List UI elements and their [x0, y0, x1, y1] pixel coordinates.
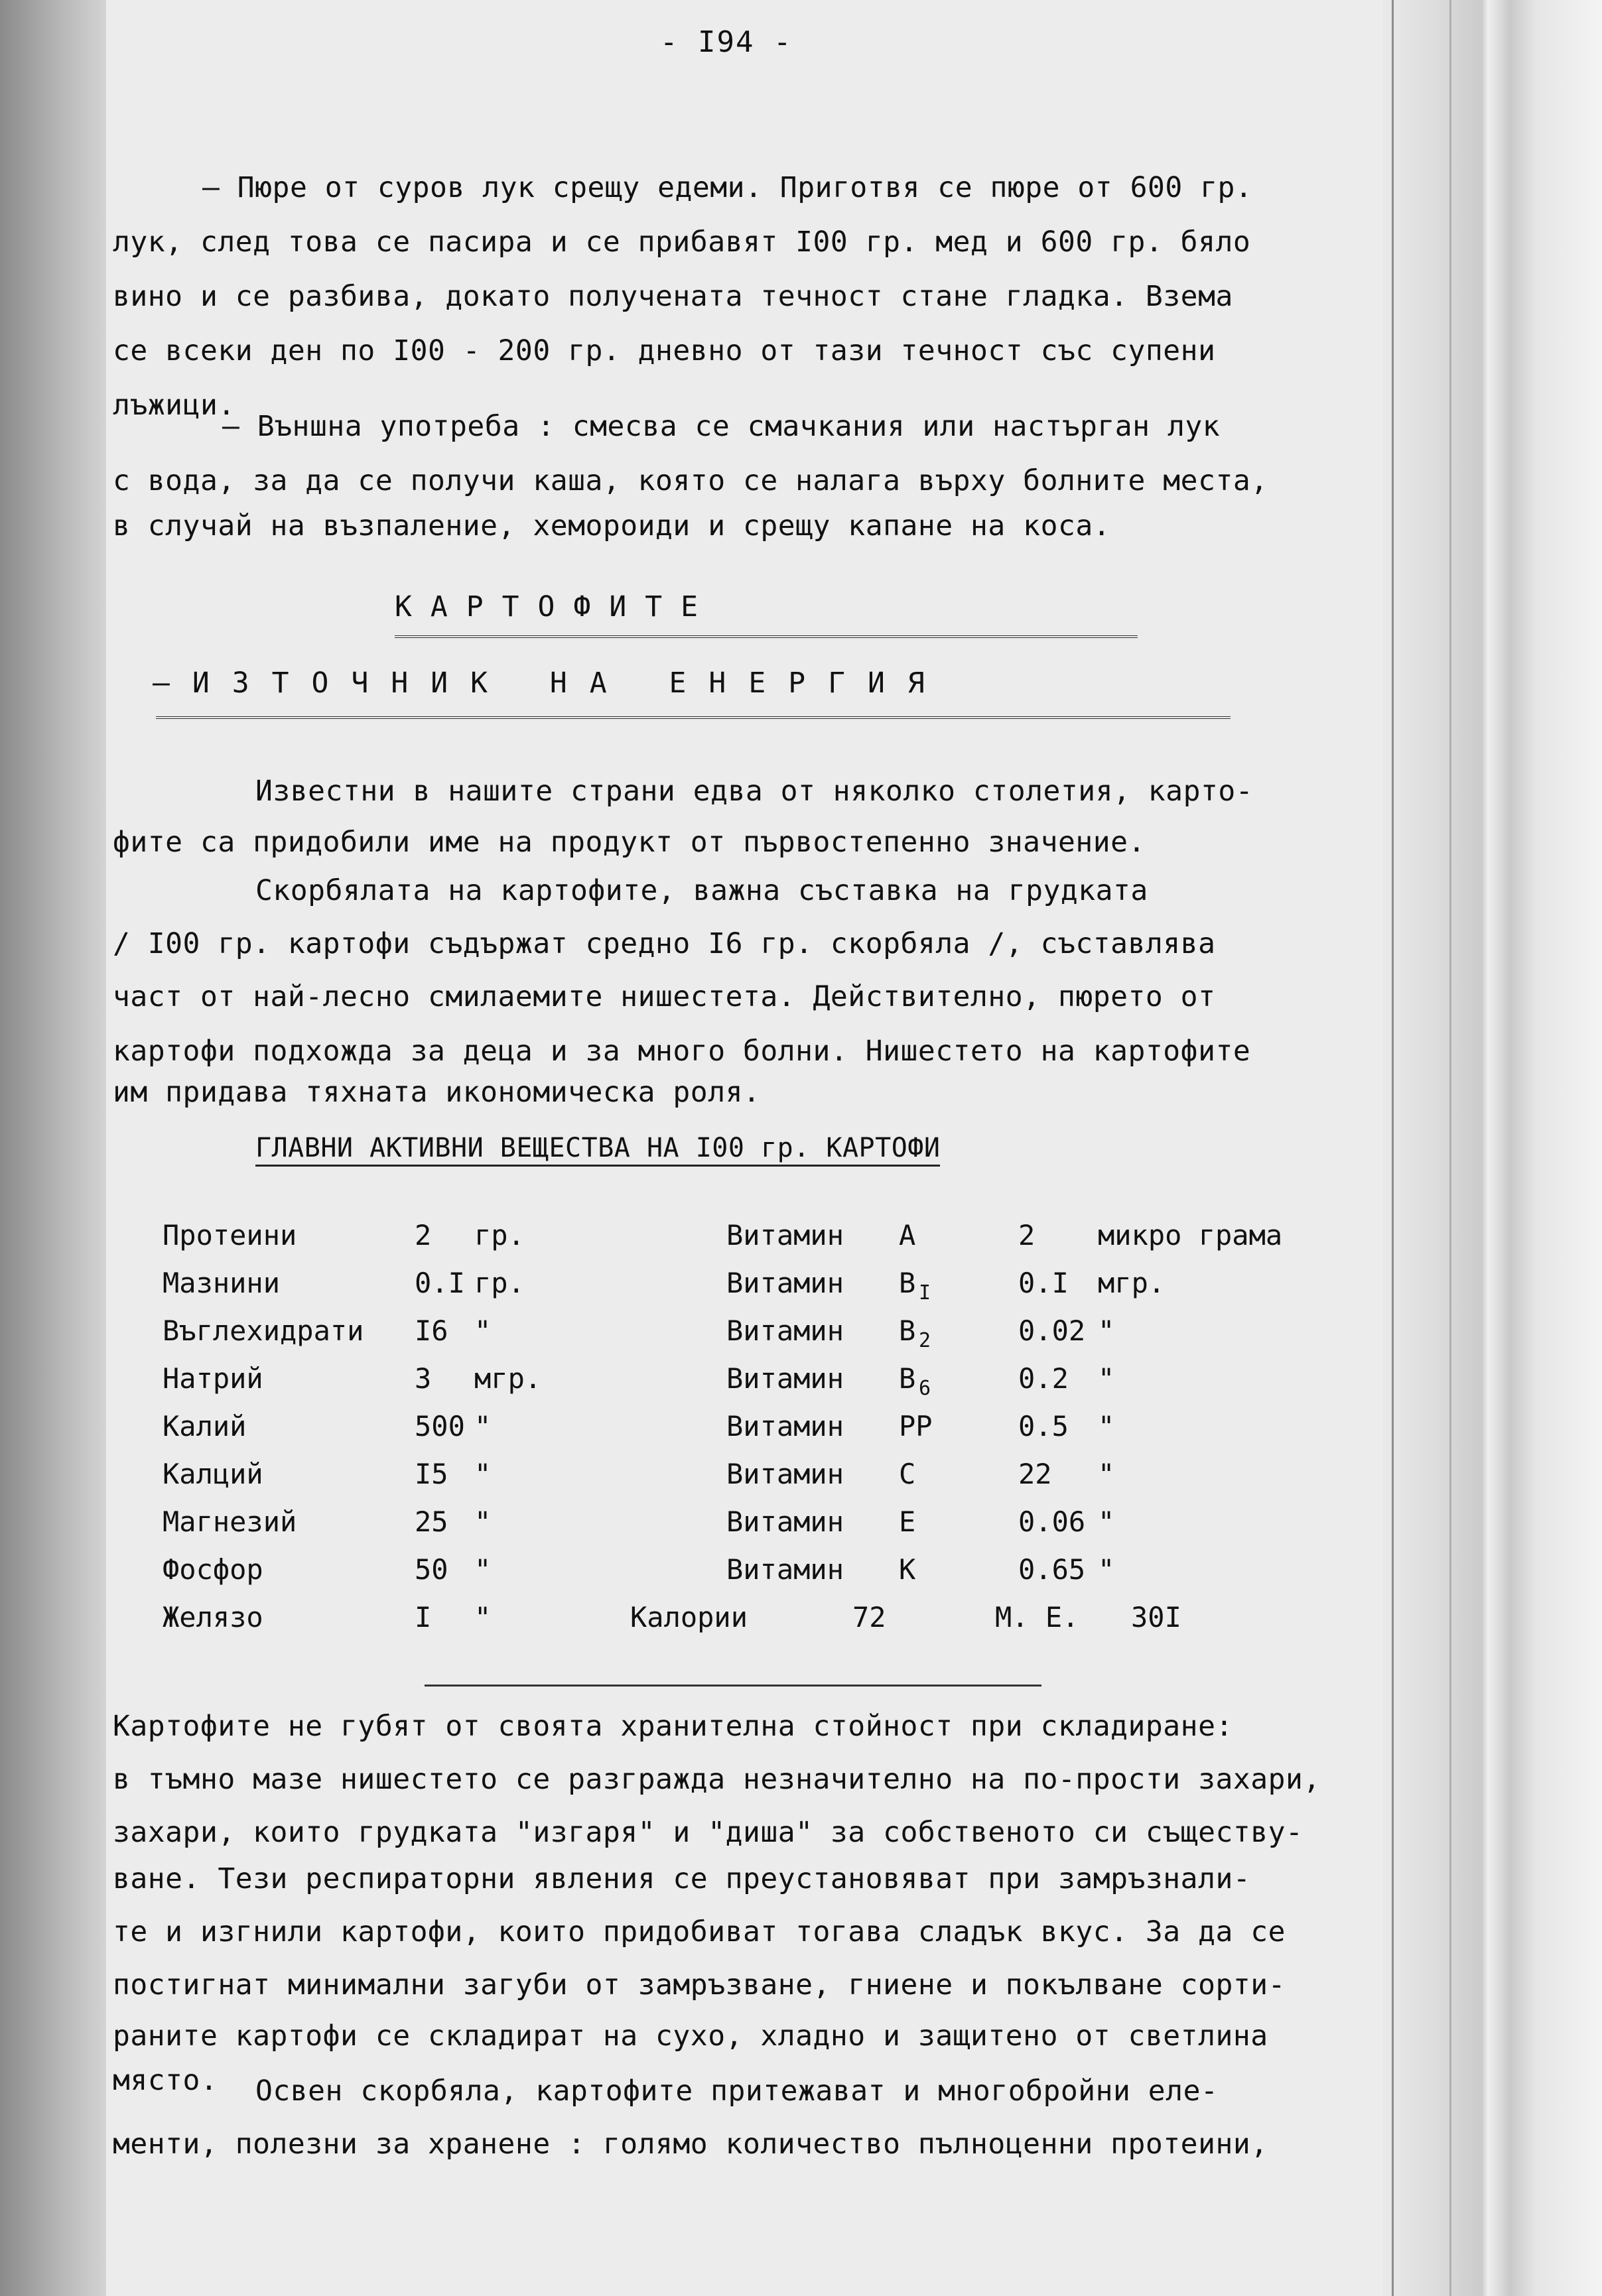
table-cell-name: Въглехидрати — [163, 1314, 364, 1347]
text-line: те и изгнили картофи, които придобиват тогава сладък вкус. За да се — [113, 1915, 1286, 1948]
table-cell-value: 0.02 — [1018, 1314, 1086, 1347]
table-cell-vitamin: Витамин — [726, 1219, 844, 1251]
text-line: Известни в нашите страни едва от няколко столетия, карто- — [255, 775, 1254, 808]
table-cell-unit: " — [474, 1505, 492, 1538]
table-cell-amount: 0.I — [415, 1267, 465, 1299]
table-cell-vitamin: Витамин — [726, 1267, 844, 1299]
heading-potatoes: КАРТОФИТЕ — [395, 590, 716, 623]
table-cell-vitamin: Витамин — [726, 1314, 844, 1347]
table-cell-vitamin: Витамин — [726, 1362, 844, 1395]
table-cell-amount: 3 — [415, 1362, 432, 1395]
table-cell-letter: B — [899, 1314, 916, 1347]
table-cell-name: Магнезий — [163, 1505, 297, 1538]
table-cell-amount: 25 — [415, 1505, 448, 1538]
table-cell-value: 0.65 — [1018, 1553, 1086, 1586]
table-cell-unit: " — [474, 1601, 492, 1633]
text-line: / I00 гр. картофи съдържат средно I6 гр. скорбяла /, съставлява — [113, 927, 1216, 960]
document-page — [100, 0, 1393, 2296]
text-line: вино и се разбива, докато получената течност стане гладка. Взема — [113, 280, 1233, 313]
table-cell-letter: C — [899, 1458, 916, 1490]
text-line: картофи подхожда за деца и за много болни. Нишестето на картофите — [113, 1035, 1251, 1068]
table-cell-vitamin: Витамин — [726, 1458, 844, 1490]
table-cell-name: Желязо — [163, 1601, 263, 1633]
table-cell-unit: " — [474, 1314, 492, 1347]
text-line: с вода, за да се получи каша, която се налага върху болните места, — [113, 464, 1268, 497]
table-cell-letter: E — [899, 1505, 916, 1538]
table-cell-vunit: " — [1098, 1410, 1115, 1442]
table-cell-vitamin: Витамин — [726, 1505, 844, 1538]
scan-right-margin — [1383, 0, 1602, 2296]
heading-energy-source: –ИЗТОЧНИК НА ЕНЕРГИЯ — [153, 667, 947, 700]
table-cell-name: Мазнини — [163, 1267, 281, 1299]
heading-underline — [395, 635, 1138, 638]
table-cell-letter: B — [899, 1267, 916, 1299]
table-divider — [425, 1685, 1041, 1687]
table-cell-value: 0.2 — [1018, 1362, 1069, 1395]
table-cell-vunit: мгр. — [1098, 1267, 1166, 1299]
text-line: Картофите не губят от своята хранителна стойност при складиране: — [113, 1710, 1233, 1743]
table-cell-subscript: 2 — [919, 1329, 931, 1352]
table-cell-unit: мгр. — [474, 1362, 542, 1395]
table-cell-vunit: " — [1098, 1314, 1115, 1347]
text-line: менти, полезни за хранене : голямо количество пълноценни протеини, — [113, 2128, 1268, 2161]
table-cell-vunit: " — [1098, 1458, 1115, 1490]
table-cell-amount: 2 — [415, 1219, 432, 1251]
table-cell-name: Фосфор — [163, 1553, 263, 1586]
table-cell-value: 0.5 — [1018, 1410, 1069, 1442]
text-line: постигнат минимални загуби от замръзване, гниене и покълване сорти- — [113, 1968, 1286, 2002]
table-cell-amount: I6 — [415, 1314, 448, 1347]
table-cell-subscript: I — [919, 1281, 931, 1305]
table-cell-unit: гр. — [474, 1219, 525, 1251]
table-cell-vunit: " — [1098, 1553, 1115, 1586]
text-line: място. — [113, 2064, 218, 2097]
table-cell-value: 0.I — [1018, 1267, 1069, 1299]
page-number: - I94 - — [660, 25, 793, 59]
table-cell-amount: 500 — [415, 1410, 465, 1442]
table-cell-vitamin: Витамин — [726, 1410, 844, 1442]
page-edge-line-2 — [1449, 0, 1451, 2296]
text-line: в случай на възпаление, хемороиди и срещу капане на коса. — [113, 509, 1111, 542]
table-cell-letter: K — [899, 1553, 916, 1586]
table-cell-unit: гр. — [474, 1267, 525, 1299]
text-line: се всеки ден по I00 - 200 гр. дневно от тази течност със супени — [113, 334, 1216, 367]
text-line: Освен скорбяла, картофите притежават и многобройни еле- — [255, 2074, 1219, 2108]
bleed-through-margin — [0, 0, 100, 2296]
text-line: – Пюре от суров лук срещу едеми. Приготвя се пюре от 600 гр. — [202, 171, 1253, 204]
text-line: – Външна употреба : смесва се смачкания или настърган лук — [222, 410, 1221, 443]
table-cell-subscript: 6 — [919, 1377, 931, 1400]
table-cell-vitamin: Витамин — [726, 1553, 844, 1586]
table-cell-name: Калий — [163, 1410, 247, 1442]
text-line: част от най-лесно смилаемите нишестета. Действително, пюрето от — [113, 980, 1216, 1013]
table-cell-unit: " — [474, 1553, 492, 1586]
table-cell-value: 0.06 — [1018, 1505, 1086, 1538]
text-line: фите са придобили име на продукт от първостепенно значение. — [113, 826, 1146, 859]
table-cell-letter: 72 — [852, 1601, 886, 1633]
table-cell-name: Калций — [163, 1458, 263, 1490]
heading-underline — [156, 716, 1231, 719]
text-line: раните картофи се складират на сухо, хладно и защитено от светлина — [113, 2019, 1268, 2053]
table-cell-unit: " — [474, 1458, 492, 1490]
table-cell-amount: I5 — [415, 1458, 448, 1490]
table-cell-value: М. Е. — [995, 1601, 1079, 1633]
table-cell-vunit: " — [1098, 1362, 1115, 1395]
table-cell-name: Натрий — [163, 1362, 263, 1395]
table-cell-letter: PP — [899, 1410, 933, 1442]
text-line: лук, след това се пасира и се прибавят I00 гр. мед и 600 гр. бяло — [113, 225, 1251, 259]
text-line: Скорбялата на картофите, важна съставка на грудката — [255, 874, 1148, 907]
text-line: захари, които грудката "изгаря" и "диша" за собственото си съществу- — [113, 1816, 1303, 1849]
text-line: им придава тяхната икономическа роля. — [113, 1076, 761, 1109]
table-cell-value: 22 — [1018, 1458, 1052, 1490]
table-cell-vunit: 30I — [1131, 1601, 1181, 1633]
text-line: лъжици. — [113, 389, 235, 422]
table-cell-vitamin: Калории — [630, 1601, 748, 1633]
table-cell-vunit: " — [1098, 1505, 1115, 1538]
text-line: ване. Тези респираторни явления се преустановяват при замръзнали- — [113, 1862, 1251, 1895]
table-cell-unit: " — [474, 1410, 492, 1442]
text-line: в тъмно мазе нишестето се разгражда незначително на по-прости захари, — [113, 1763, 1321, 1796]
table-cell-letter: B — [899, 1362, 916, 1395]
table-cell-name: Протеини — [163, 1219, 297, 1251]
table-cell-value: 2 — [1018, 1219, 1035, 1251]
table-cell-letter: A — [899, 1219, 916, 1251]
table-cell-vunit: микро грама — [1098, 1219, 1283, 1251]
table-cell-amount: I — [415, 1601, 432, 1633]
table-cell-amount: 50 — [415, 1553, 448, 1586]
table-title: ГЛАВНИ АКТИВНИ ВЕЩЕСТВА НА I00 гр. КАРТОФИ — [255, 1133, 940, 1167]
